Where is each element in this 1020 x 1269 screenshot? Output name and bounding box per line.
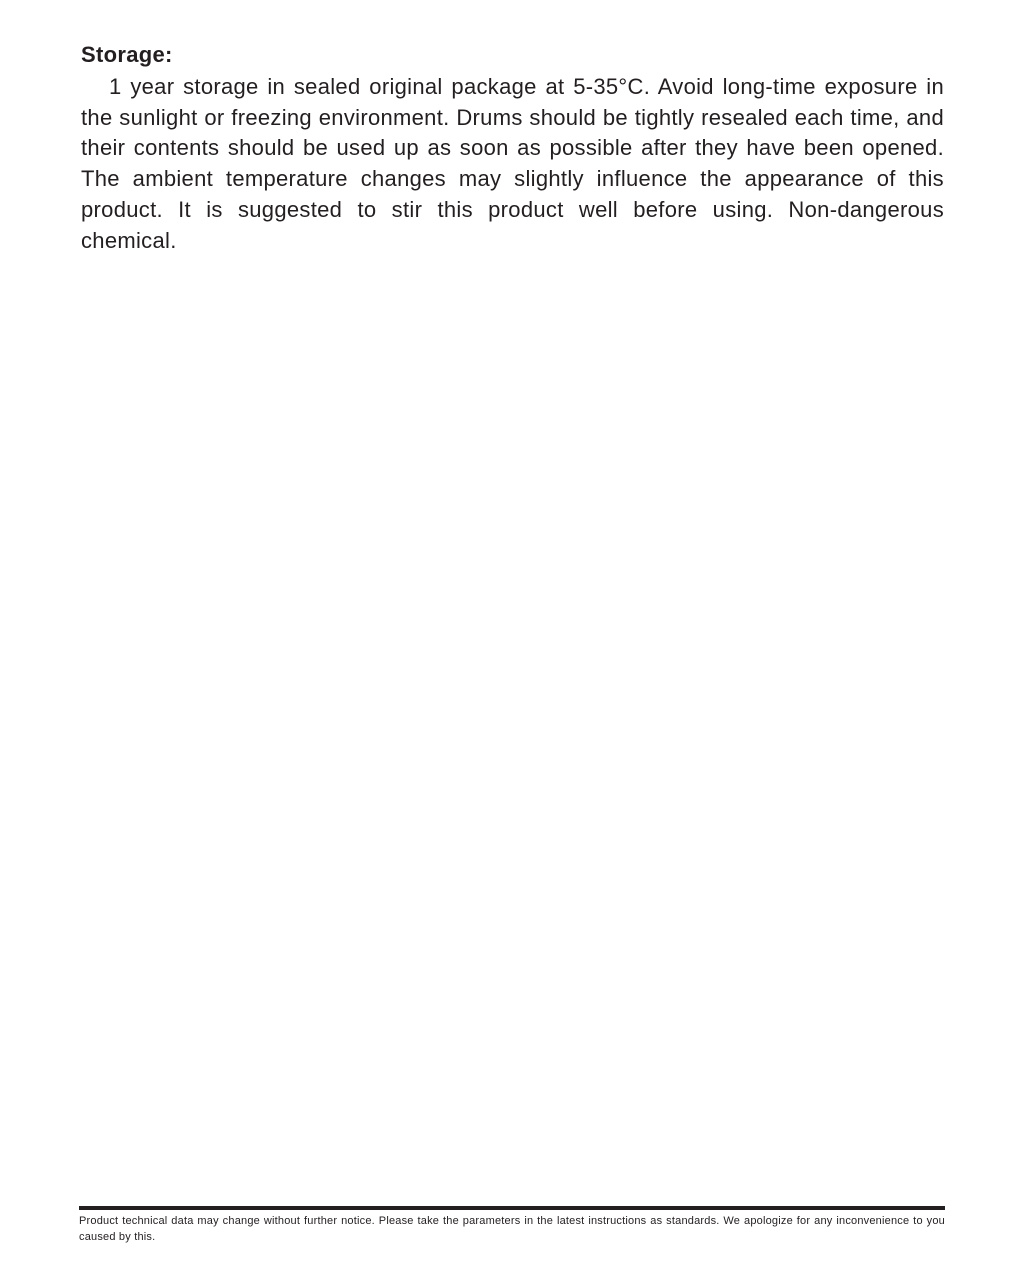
storage-section xyxy=(81,40,944,256)
footer-disclaimer: Product technical data may change without further notice. Please take the parameters in the latest instructions as standards. We apologize for any inconvenience to you caused by this. xyxy=(79,1215,945,1243)
footer-divider xyxy=(79,1206,945,1210)
storage-heading: Storage: xyxy=(81,42,173,67)
storage-body-text: 1 year storage in sealed original package at 5-35°C. Avoid long-time exposure in the sunlight or freezing environment. Drums should be tightly resealed each time, and their contents should be used up as soon as possible after they have been opened. The ambient temperature changes may slightly influence the appearance of this product. It is suggested to stir this product well before using. Non-dangerous chemical. xyxy=(81,74,944,253)
